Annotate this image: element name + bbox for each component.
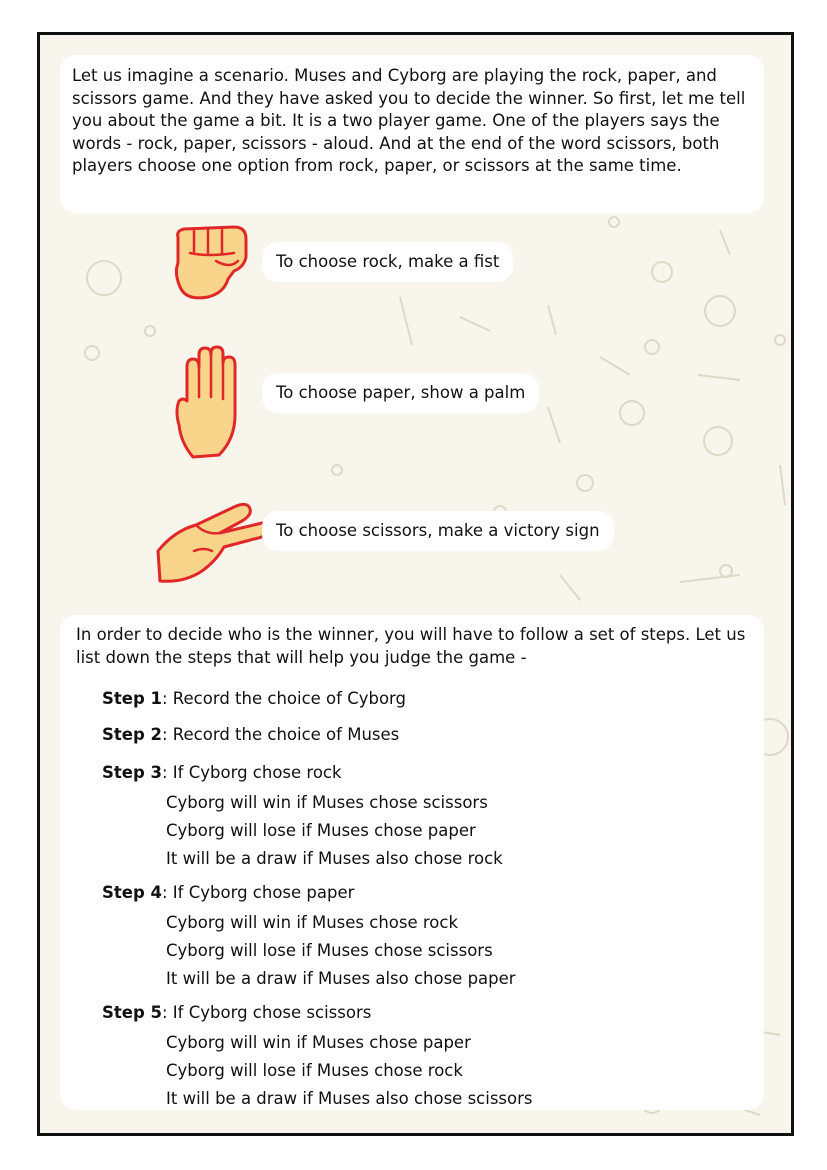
step-3-sub: Cyborg will win if Muses chose scissors <box>166 793 488 812</box>
step-label: Step 2 <box>102 725 162 744</box>
step-label: Step 3 <box>102 763 162 782</box>
step-text: : If Cyborg chose rock <box>162 763 342 782</box>
intro-paragraph: Let us imagine a scenario. Muses and Cyborg are playing the rock, paper, and scissors game. And they have asked you to decide the winner. So first, let me tell you about the game a bit. It is a two player game. One of the players says the words - rock, paper, scissors - aloud. And at the end of the word scissors, both players choose one option from rock, paper, or scissors at the same time. <box>60 55 764 213</box>
step-text: : Record the choice of Muses <box>162 725 400 744</box>
step-text: : If Cyborg chose scissors <box>162 1003 372 1022</box>
step-text: : If Cyborg chose paper <box>162 883 355 902</box>
step-1 <box>102 685 406 713</box>
page-frame <box>37 32 794 1136</box>
gesture-label-paper: To choose paper, show a palm <box>262 373 539 413</box>
step-label: Step 1 <box>102 689 162 708</box>
step-label: Step 5 <box>102 1003 162 1022</box>
step-4-sub: Cyborg will lose if Muses chose scissors <box>166 941 493 960</box>
step-4-sub: It will be a draw if Muses also chose paper <box>166 969 516 988</box>
step-2 <box>102 721 399 749</box>
steps-section <box>60 615 764 1110</box>
gesture-label-rock: To choose rock, make a fist <box>262 242 513 282</box>
step-4-sub: Cyborg will win if Muses chose rock <box>166 913 459 932</box>
victory-sign-icon <box>154 501 270 585</box>
fist-icon <box>168 223 252 307</box>
step-5-sub: Cyborg will win if Muses chose paper <box>166 1033 471 1052</box>
gesture-label-scissors: To choose scissors, make a victory sign <box>262 511 614 551</box>
palm-icon <box>173 345 245 461</box>
step-5-sub: Cyborg will lose if Muses chose rock <box>166 1061 463 1080</box>
step-3-sub: Cyborg will lose if Muses chose paper <box>166 821 476 840</box>
step-5 <box>102 999 371 1027</box>
step-3-sub: It will be a draw if Muses also chose rock <box>166 849 503 868</box>
steps-intro: In order to decide who is the winner, you will have to follow a set of steps. Let us list down the steps that will help you judge the game - <box>76 625 746 667</box>
step-4 <box>102 879 354 907</box>
step-label: Step 4 <box>102 883 162 902</box>
step-3 <box>102 759 342 787</box>
step-5-sub: It will be a draw if Muses also chose scissors <box>166 1089 533 1108</box>
step-text: : Record the choice of Cyborg <box>162 689 407 708</box>
